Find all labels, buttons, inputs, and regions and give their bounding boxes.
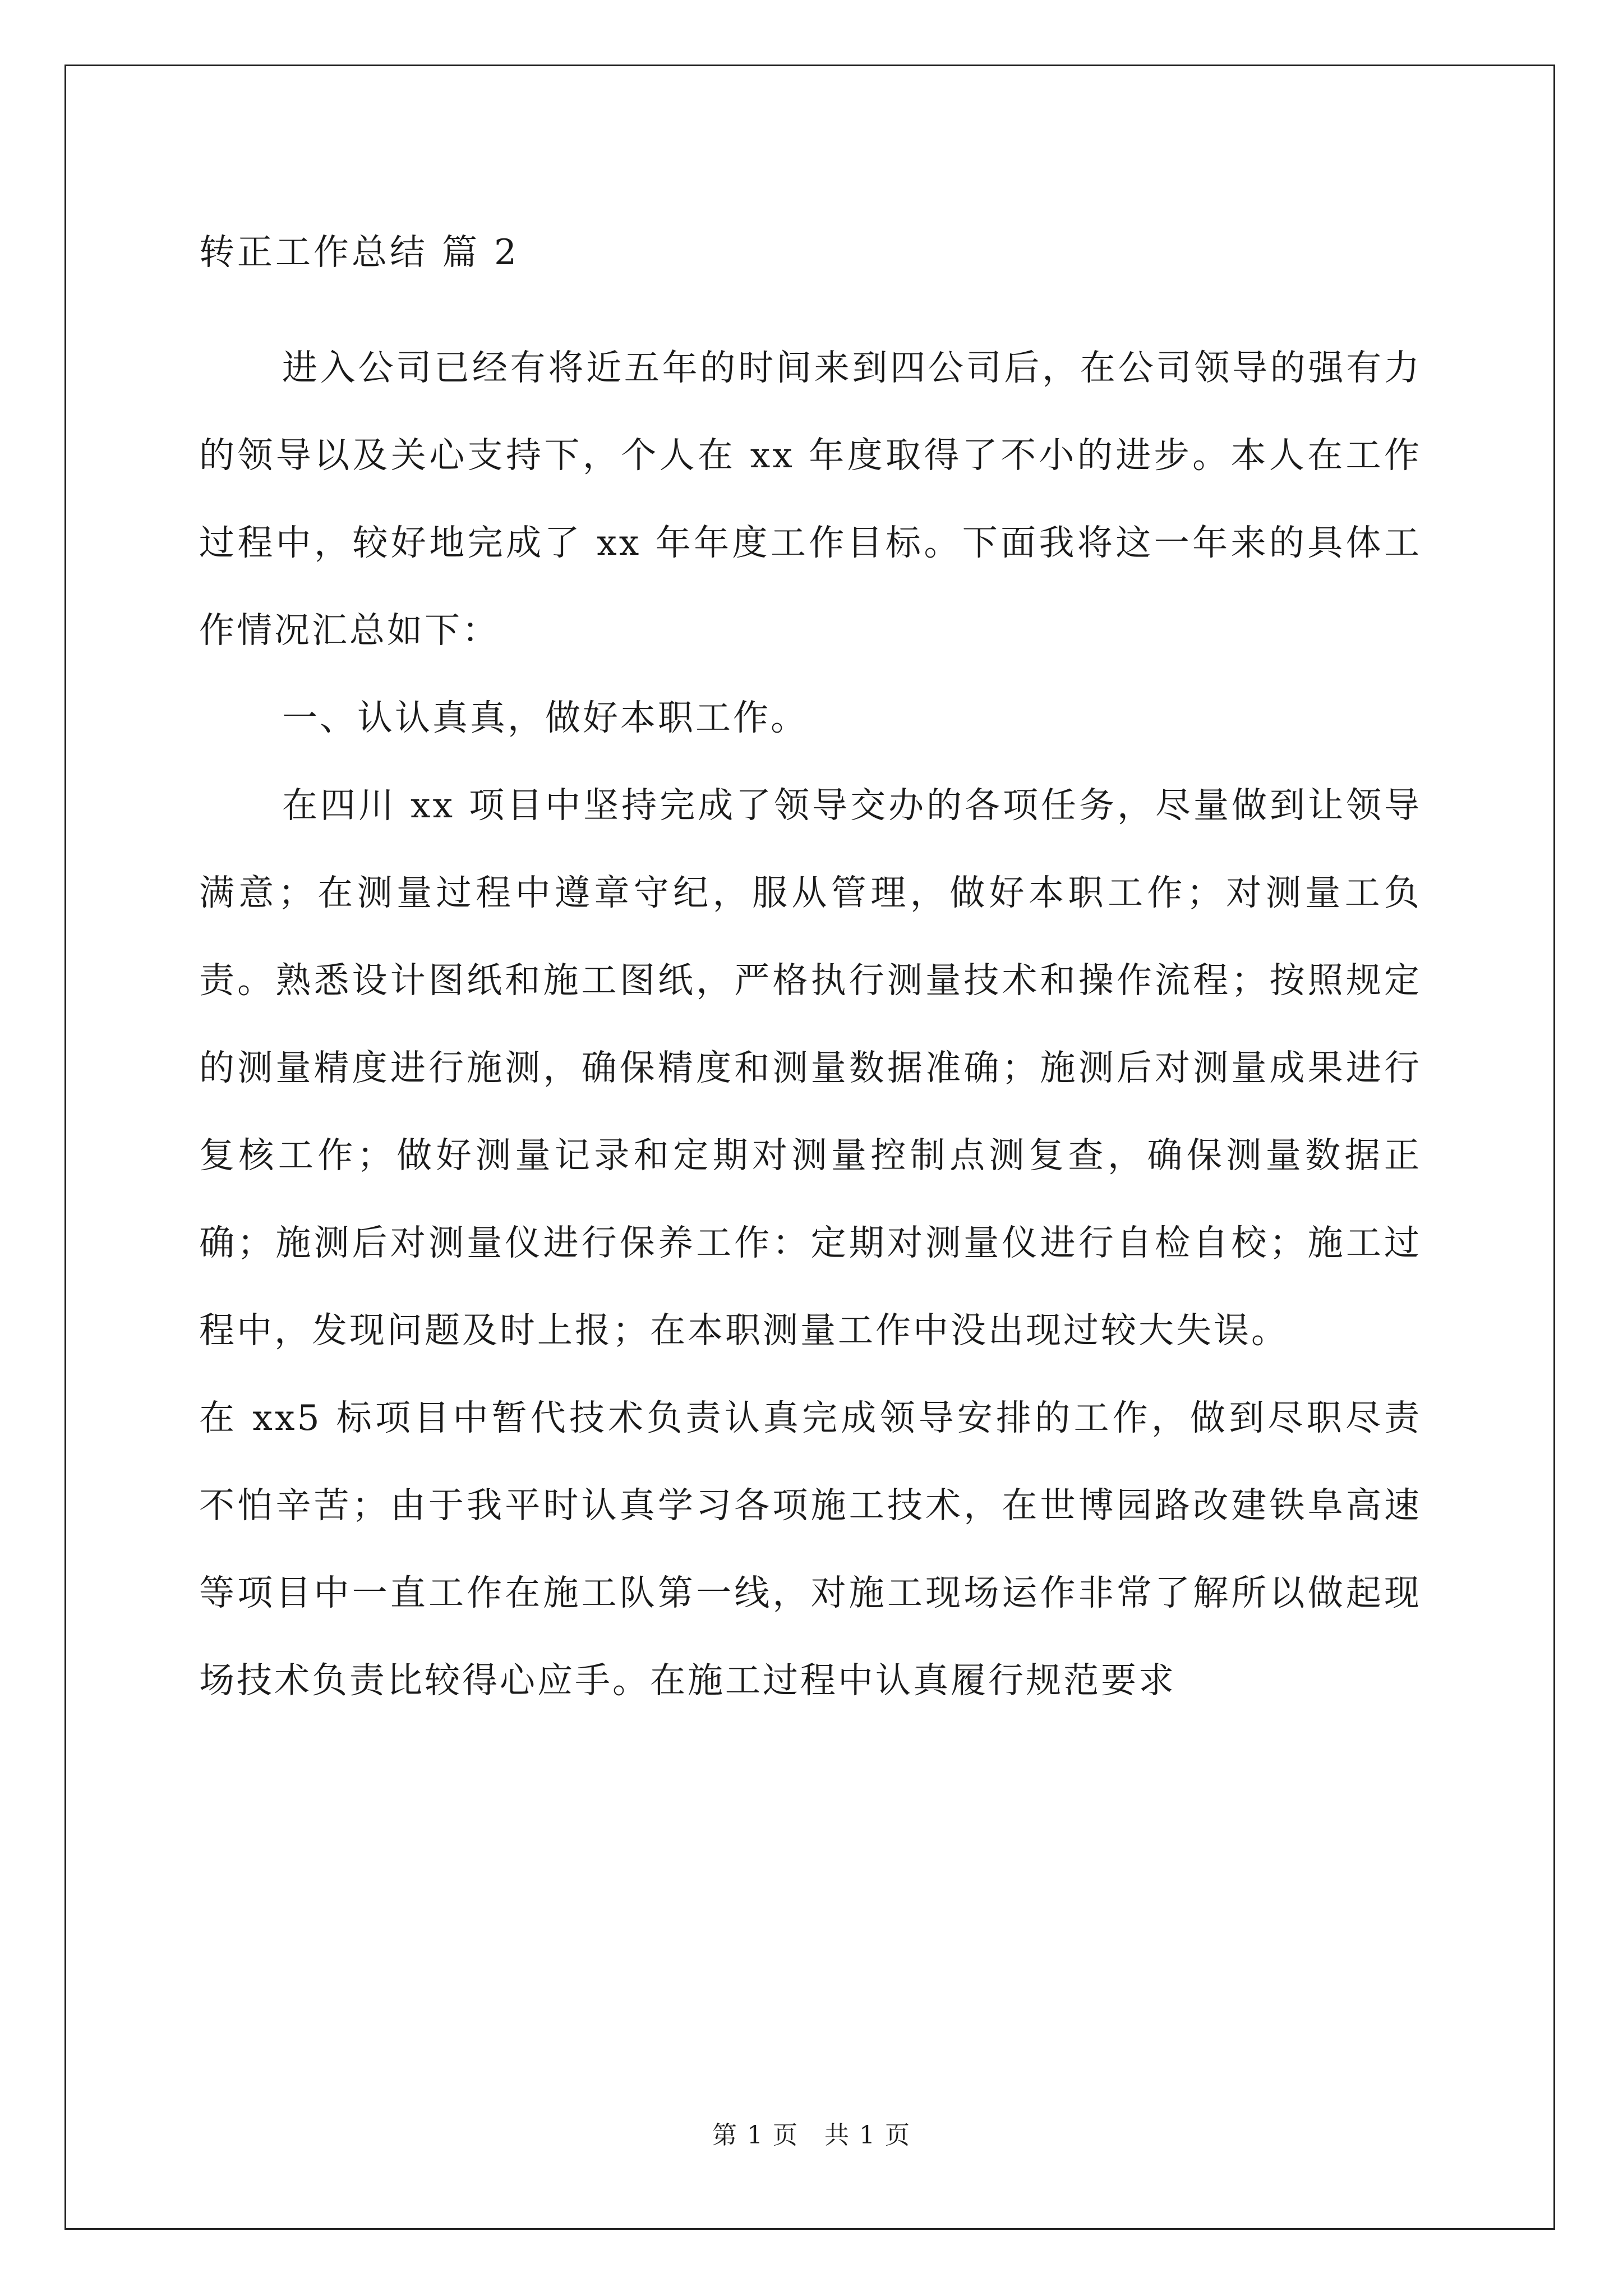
section-heading-1: 一、认认真真，做好本职工作。	[282, 697, 808, 738]
page-footer: 第 1 页 共 1 页	[712, 2121, 911, 2150]
document-body	[199, 213, 1422, 1724]
paragraph-xx5-project: 在 xx5 标项目中暂代技术负责认真完成领导安排的工作，做到尽职尽责不怕辛苦；由于我平时认真学习各项施工技术，在世博园路改建铁阜高速等项目中一直工作在施工队第一线，对施工现场运作非常了解所以做起现场技术负责比较得心应手。在施工过程中认真履行规范要求	[199, 1397, 1422, 1701]
document-title: 转正工作总结 篇 2	[199, 232, 520, 273]
paragraph-sichuan-project: 在四川 xx 项目中坚持完成了领导交办的各项任务，尽量做到让领导满意；在测量过程中遵章守纪，服从管理，做好本职工作；对测量工负责。熟悉设计图纸和施工图纸，严格执行测量技术和操作流程；按照规定的测量精度进行施测，确保精度和测量数据准确；施测后对测量成果进行复核工作；做好测量记录和定期对测量控制点测复查，确保测量数据正确；施测后对测量仪进行保养工作：定期对测量仪进行自检自校；施工过程中，发现问题及时上报；在本职测量工作中没出现过较大失误。	[199, 785, 1422, 1351]
paragraph-intro: 进入公司已经有将近五年的时间来到四公司后，在公司领导的强有力的领导以及关心支持下，个人在 xx 年度取得了不小的进步。本人在工作过程中，较好地完成了 xx 年年度工作目标。下面我将这一年来的具体工作情况汇总如下：	[199, 347, 1422, 651]
